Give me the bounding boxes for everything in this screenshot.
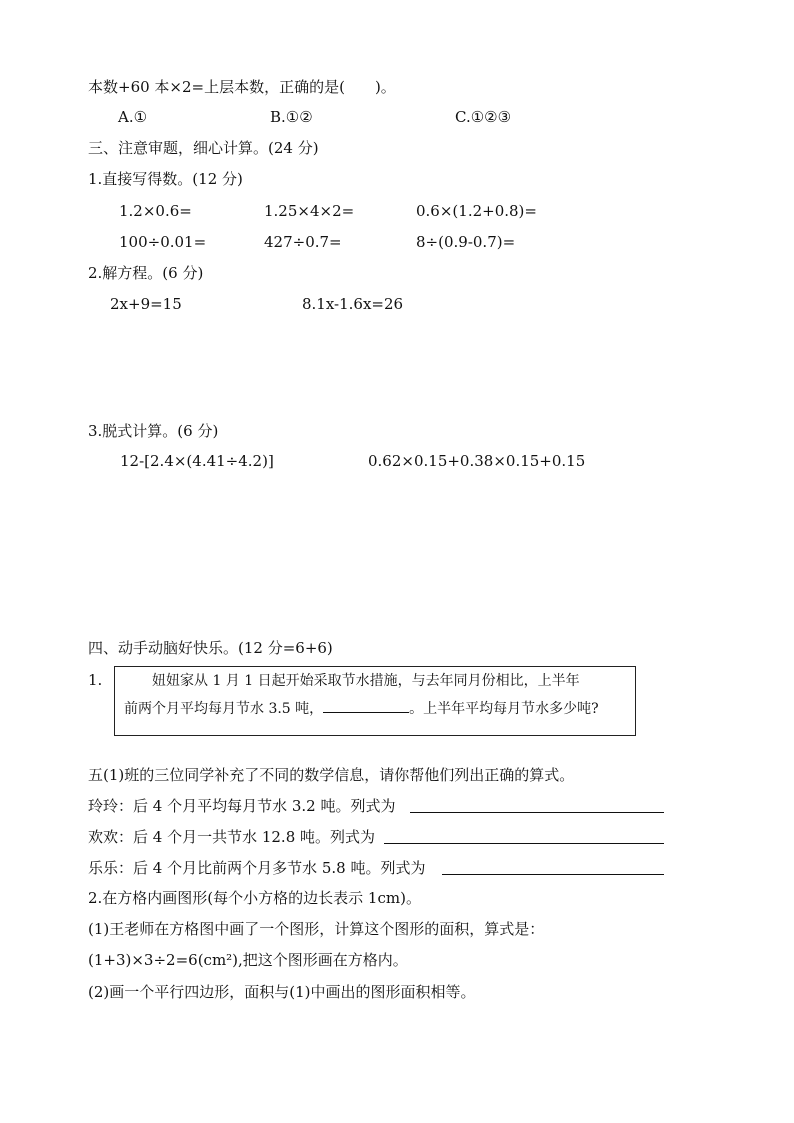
answer-label: 玲玲：后 4 个月平均每月节水 3.2 吨。列式为 (88, 797, 396, 815)
answer-blank[interactable] (442, 858, 664, 875)
part2-title: 2.解方程。(6 分) (88, 264, 204, 282)
choice-c: C.①②③ (455, 108, 512, 126)
box-line-2 (124, 698, 599, 719)
calc-item: 1.2×0.6= (119, 202, 192, 220)
calc-item: 1.25×4×2= (264, 202, 355, 220)
section4-heading: 四、动手动脑好快乐。(12 分=6+6) (88, 639, 333, 657)
box-line-2-start: 前两个月平均每月节水 3.5 吨， (124, 701, 324, 717)
answer-line-lele (88, 858, 425, 878)
instruction-text: 五(1)班的三位同学补充了不同的数学信息，请你帮他们列出正确的算式。 (88, 766, 575, 784)
answer-line-linling (88, 796, 395, 816)
question-intro: 本数+60 本×2=上层本数，正确的是( )。 (88, 78, 396, 96)
box-line-1: 妞妞家从 1 月 1 日起开始采取节水措施，与去年同月份相比，上半年 (152, 673, 580, 689)
question-number: 1. (88, 671, 103, 689)
answer-blank[interactable] (323, 698, 409, 713)
box-line-2-end: 。上半年平均每月节水多少吨? (409, 701, 599, 717)
calc-item: 100÷0.01= (119, 233, 207, 251)
calc-item: 0.6×(1.2+0.8)= (416, 202, 537, 220)
q2-formula: (1+3)×3÷2=6(cm²),把这个图形画在方格内。 (88, 951, 408, 969)
q2-part2: (2)画一个平行四边形，面积与(1)中画出的图形面积相等。 (88, 983, 476, 1001)
expression-item: 0.62×0.15+0.38×0.15+0.15 (368, 452, 586, 470)
part3-title: 3.脱式计算。(6 分) (88, 422, 219, 440)
section3-heading: 三、注意审题，细心计算。(24 分) (88, 139, 319, 157)
answer-label: 欢欢：后 4 个月一共节水 12.8 吨。列式为 (88, 828, 376, 846)
choice-a: A.① (118, 108, 148, 126)
equation-item: 2x+9=15 (110, 295, 182, 313)
answer-blank[interactable] (410, 796, 664, 813)
choice-b: B.①② (270, 108, 313, 126)
q2-title: 2.在方格内画图形(每个小方格的边长表示 1cm)。 (88, 889, 421, 907)
calc-item: 427÷0.7= (264, 233, 342, 251)
answer-line-huanhuan (88, 827, 375, 847)
equation-item: 8.1x-1.6x=26 (302, 295, 404, 313)
answer-label: 乐乐：后 4 个月比前两个月多节水 5.8 吨。列式为 (88, 859, 426, 877)
part1-title: 1.直接写得数。(12 分) (88, 170, 243, 188)
answer-blank[interactable] (384, 827, 664, 844)
calc-item: 8÷(0.9-0.7)= (416, 233, 516, 251)
q2-part1: (1)王老师在方格图中画了一个图形，计算这个图形的面积，算式是： (88, 920, 545, 938)
expression-item: 12-[2.4×(4.41÷4.2)] (120, 452, 274, 470)
